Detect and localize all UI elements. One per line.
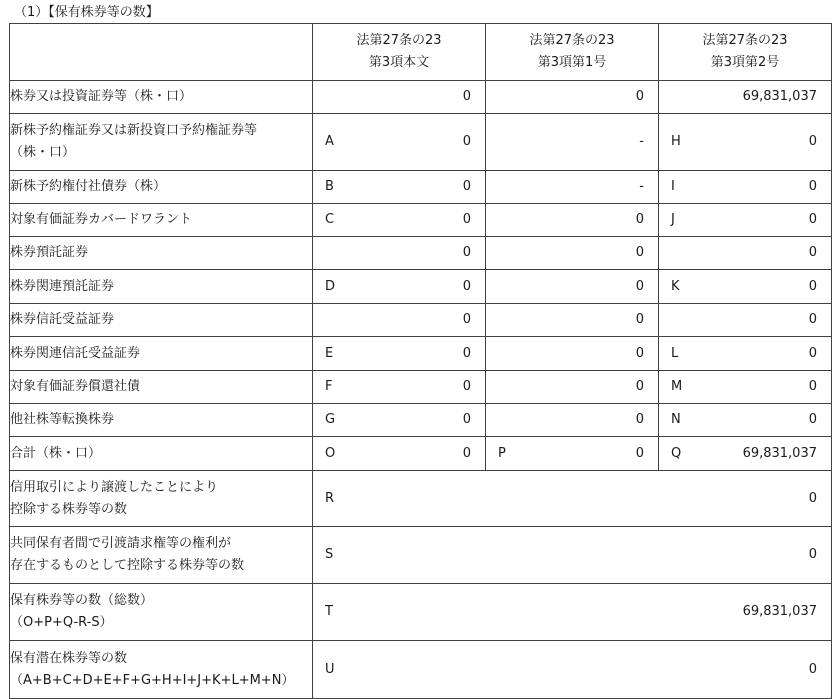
table-row — [10, 171, 832, 204]
table-row — [10, 304, 832, 337]
cell-value: 0 — [808, 661, 817, 677]
cell-value: 0 — [808, 134, 817, 149]
row-label-line: 保有株券等の数（総数） — [10, 593, 154, 608]
value-cell — [659, 114, 832, 171]
row-label-line: 信用取引により譲渡したことにより — [10, 479, 219, 495]
row-label — [10, 337, 313, 371]
row-label-line: 保有潜在株券等の数 — [10, 650, 128, 666]
cell-value: 0 — [808, 547, 817, 562]
row-label-line: （株・口） — [10, 145, 76, 160]
value-cell — [659, 237, 832, 270]
row-label — [10, 114, 313, 171]
value-cell — [659, 204, 832, 237]
value-cell — [659, 437, 832, 471]
cell-value: 0 — [462, 89, 471, 104]
row-label-line: 株券信託受益証券 — [10, 312, 115, 327]
value-cell — [486, 114, 659, 171]
cell-letter: H — [671, 134, 681, 149]
table-row — [10, 237, 832, 270]
cell-letter: B — [325, 179, 334, 194]
value-cell — [313, 204, 486, 237]
cell-value: 0 — [635, 245, 644, 260]
cell-letter: F — [325, 379, 333, 394]
value-cell — [313, 114, 486, 171]
header-corner-cell — [10, 24, 313, 81]
cell-value: 0 — [635, 412, 644, 427]
holdings-table — [9, 23, 832, 699]
column-header-item2: 法第27条の23 第3項第2号 — [659, 24, 832, 81]
value-cell — [659, 304, 832, 337]
section-title: （1）【保有株券等の数】 — [14, 5, 159, 20]
cell-value: 0 — [808, 245, 817, 260]
cell-value: 0 — [635, 212, 644, 227]
row-label-line: （A+B+C+D+E+F+G+H+I+J+K+L+M+N） — [10, 672, 295, 688]
column-header-main: 法第27条の23 第3項本文 — [313, 24, 486, 81]
cell-letter: L — [671, 345, 679, 361]
cell-letter: K — [671, 278, 680, 294]
row-label-line: 新株予約権証券又は新投資口予約権証券等 — [10, 123, 258, 138]
row-label-line: （O+P+Q-R-S） — [10, 615, 113, 630]
cell-value: 0 — [808, 345, 817, 361]
value-cell — [486, 171, 659, 204]
table-row — [10, 371, 832, 404]
table-row — [10, 337, 832, 371]
cell-value: 0 — [808, 312, 817, 327]
cell-value: 69,831,037 — [742, 604, 817, 619]
table-row — [10, 204, 832, 237]
value-cell — [659, 81, 832, 114]
cell-value: 0 — [462, 245, 471, 260]
row-label-line: 控除する株券等の数 — [10, 501, 128, 517]
row-label-line: 共同保有者間で引渡請求権等の権利が — [10, 536, 232, 551]
summary-value-cell — [313, 527, 832, 584]
cell-letter: P — [498, 445, 506, 461]
cell-value: 0 — [462, 379, 471, 394]
table-row — [10, 404, 832, 437]
cell-letter: M — [671, 379, 683, 394]
cell-value: 69,831,037 — [742, 89, 817, 104]
cell-value: 0 — [635, 89, 644, 104]
cell-letter: D — [325, 278, 336, 294]
cell-value: 0 — [462, 312, 471, 327]
row-label-line: 株券関連信託受益証券 — [10, 345, 141, 361]
row-label-line: 株券預託証券 — [10, 245, 89, 260]
cell-value: 0 — [635, 278, 644, 294]
cell-value: 0 — [462, 412, 471, 427]
value-cell — [486, 204, 659, 237]
summary-row — [10, 471, 832, 527]
cell-value: 0 — [635, 445, 644, 461]
cell-value: 0 — [635, 379, 644, 394]
value-cell — [313, 437, 486, 471]
cell-value: 0 — [462, 278, 471, 294]
value-cell — [659, 171, 832, 204]
table-row — [10, 81, 832, 114]
row-label — [10, 641, 313, 699]
cell-value: 0 — [462, 212, 471, 227]
row-label — [10, 171, 313, 204]
row-label-line: 存在するものとして控除する株券等の数 — [10, 558, 245, 573]
row-label-line: 対象有価証券カバードワラント — [10, 212, 193, 227]
cell-value: 0 — [462, 134, 471, 149]
value-cell — [313, 337, 486, 371]
cell-letter: Q — [671, 445, 682, 461]
cell-value: 0 — [635, 345, 644, 361]
cell-letter: A — [325, 134, 334, 149]
value-cell — [659, 404, 832, 437]
row-label — [10, 204, 313, 237]
value-cell — [659, 270, 832, 304]
value-cell — [313, 404, 486, 437]
value-cell — [659, 371, 832, 404]
summary-value-cell — [313, 584, 832, 641]
value-cell — [486, 404, 659, 437]
row-label-line: 株券又は投資証券等（株・口） — [10, 89, 193, 104]
cell-value: 0 — [808, 179, 817, 194]
row-label-line: 株券関連預託証券 — [10, 278, 115, 294]
value-cell — [313, 81, 486, 114]
row-label-line: 合計（株・口） — [10, 445, 102, 461]
row-label — [10, 404, 313, 437]
value-cell — [313, 270, 486, 304]
cell-value: 69,831,037 — [742, 445, 817, 461]
value-cell — [659, 337, 832, 371]
cell-letter: J — [671, 212, 675, 227]
value-cell — [486, 437, 659, 471]
summary-row — [10, 641, 832, 699]
value-cell — [486, 81, 659, 114]
row-label-line: 対象有価証券償還社債 — [10, 379, 141, 394]
summary-value-cell — [313, 641, 832, 699]
row-label — [10, 237, 313, 270]
cell-value: 0 — [808, 379, 817, 394]
header-row — [10, 24, 832, 81]
cell-letter: G — [325, 412, 336, 427]
column-header-item1: 法第27条の23 第3項第1号 — [486, 24, 659, 81]
summary-row — [10, 584, 832, 641]
cell-letter: N — [671, 412, 681, 427]
summary-value-cell — [313, 471, 832, 527]
value-cell — [486, 304, 659, 337]
row-label — [10, 304, 313, 337]
cell-letter: I — [671, 179, 675, 194]
cell-value: 0 — [808, 412, 817, 427]
value-cell — [486, 237, 659, 270]
table-row — [10, 270, 832, 304]
value-cell — [313, 304, 486, 337]
summary-row — [10, 527, 832, 584]
row-label-line: 他社株等転換株券 — [10, 412, 115, 427]
row-label — [10, 527, 313, 584]
cell-letter: S — [325, 547, 334, 562]
cell-value: - — [639, 134, 644, 149]
row-label-line: 新株予約権付社債券（株） — [10, 179, 167, 194]
cell-value: 0 — [462, 445, 471, 461]
cell-letter: O — [325, 445, 336, 461]
cell-value: - — [639, 179, 644, 194]
row-label — [10, 471, 313, 527]
cell-letter: R — [325, 490, 335, 506]
row-label — [10, 371, 313, 404]
row-label — [10, 270, 313, 304]
cell-letter: E — [325, 345, 334, 361]
cell-value: 0 — [808, 212, 817, 227]
cell-letter: C — [325, 212, 335, 227]
value-cell — [313, 371, 486, 404]
value-cell — [486, 371, 659, 404]
row-label — [10, 81, 313, 114]
value-cell — [486, 337, 659, 371]
cell-value: 0 — [635, 312, 644, 327]
cell-letter: T — [325, 604, 333, 619]
cell-value: 0 — [462, 179, 471, 194]
value-cell — [313, 237, 486, 270]
cell-value: 0 — [808, 490, 817, 506]
cell-value: 0 — [808, 278, 817, 294]
value-cell — [486, 270, 659, 304]
row-label — [10, 584, 313, 641]
value-cell — [313, 171, 486, 204]
table-row — [10, 437, 832, 471]
table-row — [10, 114, 832, 171]
cell-value: 0 — [462, 345, 471, 361]
row-label — [10, 437, 313, 471]
cell-letter: U — [325, 661, 335, 677]
